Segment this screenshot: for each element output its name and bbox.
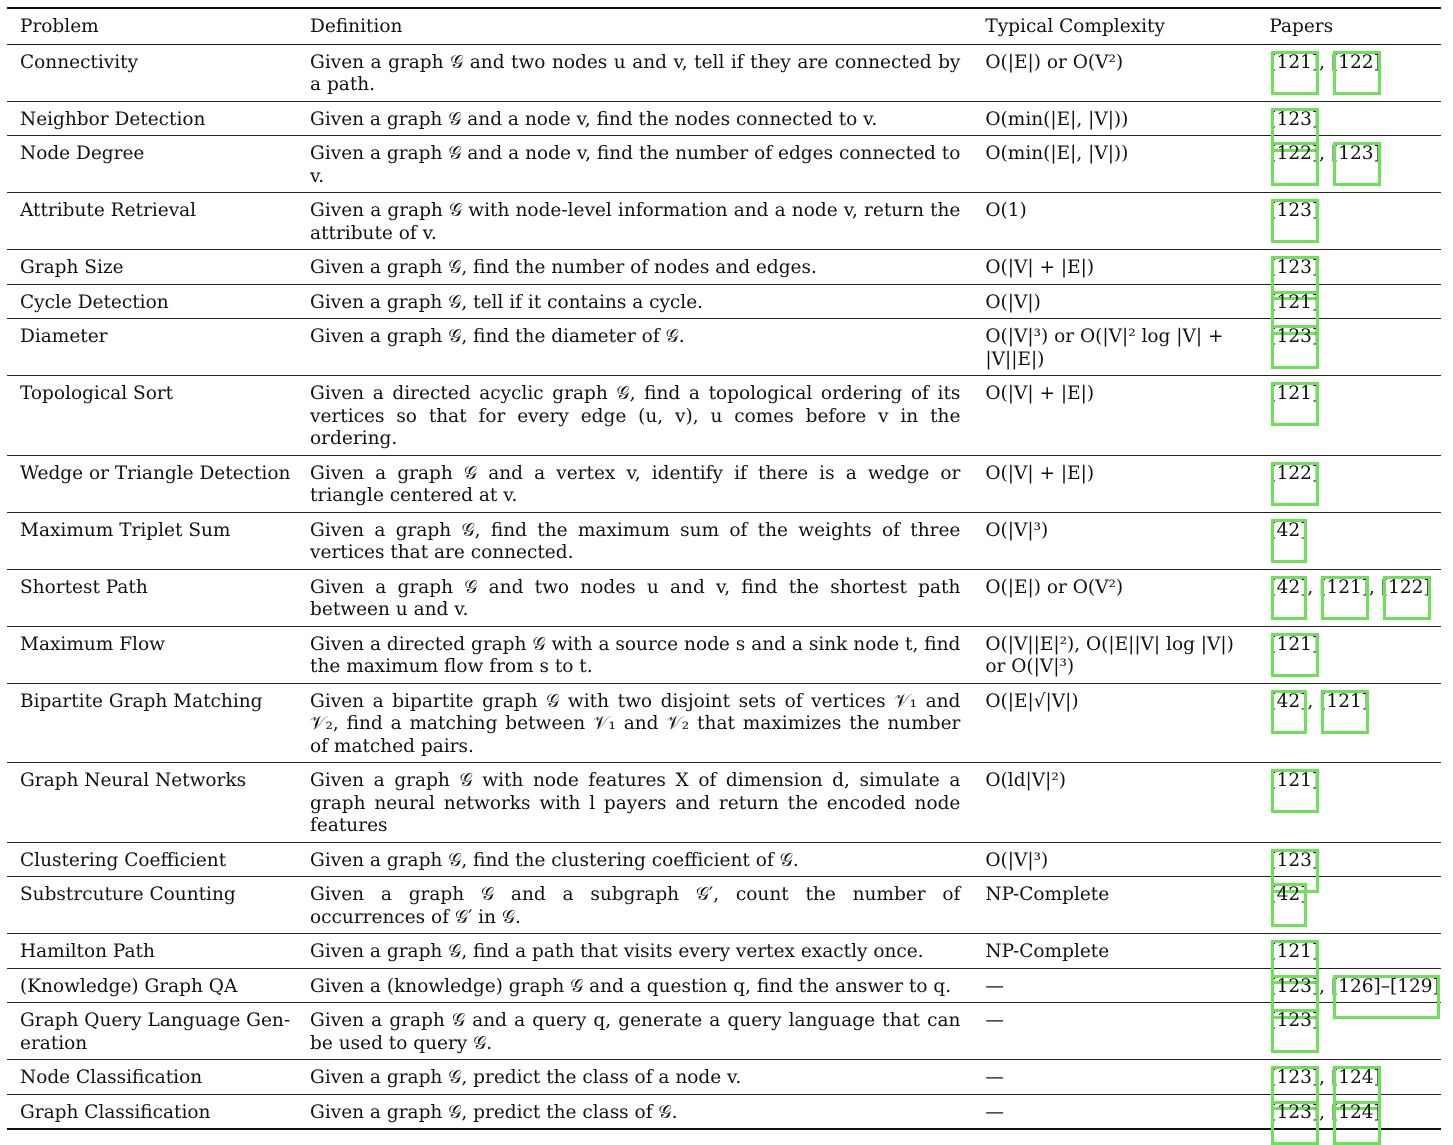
complexity-cell-text: NP-Complete [985,884,1110,905]
citation-highlight-box [1321,576,1369,620]
papers-cell [1269,193,1441,250]
complexity-cell [985,1060,1269,1095]
citation-link[interactable] [1269,1010,1319,1033]
citation-link[interactable] [1319,577,1369,600]
complexity-cell-text: — [985,1101,1004,1123]
complexity-cell [985,376,1269,456]
papers-cell [1269,512,1441,569]
table-row [7,455,1441,512]
definition-cell-text: Given a graph 𝒢, predict the class of 𝒢. [310,1101,678,1123]
problem-cell-text: (Knowledge) Graph QA [20,975,238,997]
citation-highlight-box [1271,462,1319,506]
citation-highlight-box [1271,633,1319,677]
complexity-cell-text: O(|V|) [985,291,1041,313]
problem-cell [7,934,310,969]
citation-label: [121] [1269,633,1320,655]
papers-cell [1269,934,1441,969]
definition-cell [310,763,985,843]
definition-cell [310,376,985,456]
citation-label: [123] [1269,108,1320,130]
definition-cell [310,1094,985,1129]
definition-cell-text: Given a graph 𝒢 and a vertex v, identify if there is a wedge or triangle centered at v. [310,462,961,506]
citation-label: [123] [1331,143,1381,164]
problem-cell-text: Node Classification [20,1067,203,1088]
citation-highlight-box [1271,382,1319,426]
citation-label: [121] [1319,690,1369,712]
citation-separator: , [1369,576,1375,598]
citation-link[interactable] [1269,292,1319,315]
citation-link[interactable] [1269,257,1319,280]
citation-highlight-box [1271,576,1307,620]
complexity-cell-text: — [985,975,1004,997]
problem-cell [7,193,310,250]
papers-cell [1269,683,1441,763]
problem-cell-text: Connectivity [20,51,139,73]
problem-cell-text: Hamilton Path [20,941,155,962]
citation-label: [42] [1269,690,1308,712]
citation-highlight-box [1271,325,1319,369]
papers-cell [1269,569,1441,626]
definition-cell [310,136,985,193]
problem-cell [7,101,310,136]
complexity-cell [985,934,1269,969]
papers-cell [1269,101,1441,136]
definition-cell [310,284,985,319]
complexity-cell-text: O(|E|) or O(V²) [985,576,1124,598]
citation-label: [123] [1269,975,1320,997]
definition-cell [310,319,985,376]
citation-highlight-box [1271,690,1307,734]
problem-cell-text: Topological Sort [20,383,174,404]
problem-cell-text: Substrcuture Counting [20,884,236,905]
citation-label: [123] [1269,1010,1320,1031]
citation-separator: , [1319,1101,1326,1123]
table-row [7,193,1441,250]
citation-highlight-box [1271,769,1319,813]
citation-link[interactable] [1269,976,1319,999]
problem-cell [7,877,310,934]
definition-cell-text: Given a bipartite graph 𝒢 with two disjoint sets of vertices 𝒱₁ and 𝒱₂, find a matching between 𝒱₁ and 𝒱₂ that maximizes the number of matched pairs. [310,690,961,757]
problem-cell [7,1094,310,1129]
citation-label: [121] [1269,770,1320,791]
citation-link[interactable] [1331,1067,1381,1090]
problem-cell [7,319,310,376]
problem-cell [7,1060,310,1095]
definition-cell [310,101,985,136]
problem-cell-text: Wedge or Triangle Detection [20,462,291,484]
complexity-cell [985,1094,1269,1129]
complexity-cell-text: O(|E|) or O(V²) [985,51,1124,73]
citation-label: [121] [1269,941,1320,962]
citation-label: [124] [1331,1101,1381,1123]
complexity-cell [985,626,1269,683]
problem-cell-text: Attribute Retrieval [20,200,197,221]
problem-cell-text: Diameter [20,326,108,347]
papers-cell [1269,319,1441,376]
citation-label: [42] [1269,884,1308,905]
table-row [7,1094,1441,1129]
citation-label: [123] [1269,1101,1320,1123]
citation-separator: , [1319,51,1326,73]
definition-cell-text: Given a graph 𝒢 and two nodes u and v, find the shortest path between u and v. [310,576,961,620]
citation-link[interactable] [1269,1102,1319,1125]
definition-cell-text: Given a graph 𝒢, tell if it contains a cycle. [310,291,704,313]
complexity-cell-text: O(|V| + |E|) [985,383,1095,404]
citation-label: [42] [1269,519,1308,541]
citation-link[interactable] [1331,143,1381,166]
citation-label: [121] [1319,576,1369,598]
problem-cell-text: Maximum Flow [20,633,165,655]
problem-cell [7,250,310,285]
citation-separator: , [1307,690,1314,712]
definition-cell-text: Given a graph 𝒢 with node-level information and a node v, return the attribute of v. [310,200,961,244]
definition-cell-text: Given a graph 𝒢 and a subgraph 𝒢′, count the number of occurrences of 𝒢′ in 𝒢. [310,884,961,928]
definition-cell [310,193,985,250]
citation-highlight-box [1321,690,1369,734]
problem-cell-text: Graph Query Language Gen-eration [20,1010,291,1054]
citation-link[interactable] [1331,52,1381,75]
citation-link[interactable] [1269,1067,1319,1090]
problem-cell [7,683,310,763]
citation-link[interactable] [1269,770,1319,793]
citation-highlight-box [1271,51,1319,95]
problem-cell [7,1003,310,1060]
citation-link[interactable] [1269,383,1319,406]
problem-cell [7,376,310,456]
problem-cell [7,569,310,626]
complexity-cell [985,44,1269,101]
table-row [7,1003,1441,1060]
citation-highlight-box [1271,883,1307,927]
citation-link[interactable] [1269,143,1319,166]
definition-cell-text: Given a (knowledge) graph 𝒢 and a question q, find the answer to q. [310,975,952,997]
complexity-cell-text: O(|V||E|²), O(|E||V| log |V|) or O(|V|³) [985,633,1234,677]
problem-cell-text: Graph Size [20,257,124,278]
definition-cell-text: Given a graph 𝒢 and a node v, find the nodes connected to v. [310,108,878,130]
problem-cell [7,512,310,569]
complexity-cell [985,877,1269,934]
definition-cell-text: Given a graph 𝒢 with node features X of dimension d, simulate a graph neural networks with l payers and return the encoded node features [310,770,961,836]
problem-cell [7,968,310,1003]
citation-link[interactable] [1269,200,1319,223]
complexity-cell-text: O(|V|³) [985,519,1049,541]
complexity-cell [985,842,1269,877]
table-row [7,842,1441,877]
citation-label: [123] [1269,1067,1320,1088]
complexity-cell [985,1003,1269,1060]
citation-highlight-box [1333,51,1381,95]
citation-label: [121] [1269,383,1320,404]
citation-link[interactable] [1269,463,1319,486]
definition-cell [310,569,985,626]
citation-highlight-box [1271,1009,1319,1053]
complexity-cell [985,455,1269,512]
citation-highlight-box [1333,142,1381,186]
papers-cell [1269,136,1441,193]
citation-link[interactable] [1269,691,1307,714]
citation-link[interactable] [1319,691,1369,714]
complexity-cell [985,968,1269,1003]
citation-highlight-box [1271,519,1307,563]
table-row [7,968,1441,1003]
citation-highlight-box [1333,1101,1381,1145]
problem-cell-text: Graph Neural Networks [20,770,247,791]
citation-highlight-box [1380,576,1431,620]
citation-label: [121] [1269,291,1320,313]
complexity-cell-text: — [985,1010,1004,1031]
definition-cell-text: Given a graph 𝒢 and a query q, generate a query language that can be used to query 𝒢. [310,1010,961,1054]
complexity-cell-text: O(min(|E|, |V|)) [985,143,1129,164]
complexity-cell [985,763,1269,843]
papers-cell [1269,376,1441,456]
definition-cell [310,250,985,285]
table-row [7,284,1441,319]
table-body [7,44,1441,1129]
complexity-cell [985,250,1269,285]
table-row [7,250,1441,285]
citation-highlight-box [1271,142,1319,186]
citation-label: [123] [1269,257,1320,278]
complexity-cell-text: O(|V|³) or O(|V|² log |V| + |V||E|) [985,326,1224,370]
citation-label: [122] [1331,51,1381,73]
table-row [7,44,1441,101]
papers-cell [1269,44,1441,101]
problem-cell-text: Maximum Triplet Sum [20,519,231,541]
papers-cell [1269,842,1441,877]
citation-label: [122] [1380,576,1431,598]
citation-label: [126]–[129] [1331,975,1440,997]
problem-cell [7,284,310,319]
papers-cell [1269,877,1441,934]
definition-cell [310,44,985,101]
table-row [7,569,1441,626]
definition-cell-text: Given a graph 𝒢, find the diameter of 𝒢. [310,326,685,347]
complexity-cell [985,512,1269,569]
table-row [7,683,1441,763]
complexity-cell [985,193,1269,250]
problem-cell-text: Shortest Path [20,576,148,598]
citation-label: [121] [1269,51,1320,73]
citation-link[interactable] [1269,520,1307,543]
complexity-cell-text: O(|V| + |E|) [985,462,1095,484]
definition-cell-text: Given a graph 𝒢, find the number of nodes and edges. [310,257,817,278]
complexity-cell-text: O(min(|E|, |V|)) [985,108,1129,130]
definition-cell-text: Given a graph 𝒢, find the maximum sum of the weights of three vertices that are connected. [310,519,961,563]
citation-link[interactable] [1269,634,1319,657]
complexity-cell-text: O(1) [985,200,1027,221]
definition-cell-text: Given a graph 𝒢 and a node v, find the number of edges connected to v. [310,143,961,187]
papers-cell [1269,455,1441,512]
table-row [7,136,1441,193]
problem-cell [7,455,310,512]
citation-highlight-box [1333,975,1440,1019]
problem-cell [7,44,310,101]
problem-cell [7,626,310,683]
complexity-cell [985,683,1269,763]
citation-label: [124] [1331,1067,1381,1088]
complexity-cell [985,284,1269,319]
definition-cell [310,968,985,1003]
citation-link[interactable] [1269,109,1319,132]
table-row [7,626,1441,683]
citation-link[interactable] [1381,577,1431,600]
citation-highlight-box [1271,1101,1319,1145]
header-definition: Definition [310,16,403,37]
definition-cell [310,934,985,969]
problem-cell-text: Cycle Detection [20,291,169,313]
complexity-cell-text: O(|V|³) [985,849,1049,871]
citation-label: [123] [1269,849,1320,871]
problem-cell-text: Graph Classification [20,1101,211,1123]
table-row [7,934,1441,969]
definition-cell [310,842,985,877]
citation-link[interactable] [1269,577,1307,600]
definition-cell [310,683,985,763]
citation-link[interactable] [1269,884,1307,907]
definition-cell [310,1060,985,1095]
header-problem: Problem [20,16,99,37]
complexity-cell-text: O(|V| + |E|) [985,257,1095,278]
citation-label: [123] [1269,326,1320,347]
table-row [7,319,1441,376]
table-row [7,763,1441,843]
complexity-cell-text: NP-Complete [985,941,1110,962]
problem-cell [7,842,310,877]
problem-cell-text: Bipartite Graph Matching [20,690,263,712]
problem-cell [7,763,310,843]
table-row [7,1060,1441,1095]
complexity-cell [985,569,1269,626]
citation-separator: , [1319,1067,1326,1088]
citation-link[interactable] [1269,941,1319,964]
citation-link[interactable] [1269,52,1319,75]
complexity-cell [985,136,1269,193]
complexity-cell-text: O(|E|√|V|) [985,690,1079,712]
citation-link[interactable] [1331,976,1440,999]
definition-cell [310,512,985,569]
citation-link[interactable] [1269,326,1319,349]
citation-link[interactable] [1269,850,1319,873]
citation-separator: , [1319,975,1326,997]
definition-cell-text: Given a directed acyclic graph 𝒢, find a topological ordering of its vertices so that for every edge (u, v), u comes before v in the ordering. [310,383,961,449]
complexity-cell [985,101,1269,136]
definition-cell [310,455,985,512]
header-papers: Papers [1269,16,1334,37]
papers-cell [1269,763,1441,843]
table-row [7,512,1441,569]
complexity-cell [985,319,1269,376]
header-complexity: Typical Complexity [985,16,1165,37]
header-row [7,8,1441,44]
graph-problems-table [7,7,1441,1130]
table-row [7,877,1441,934]
citation-label: [122] [1269,143,1320,164]
definition-cell [310,626,985,683]
definition-cell-text: Given a graph 𝒢, find a path that visits every vertex exactly once. [310,941,924,962]
definition-cell-text: Given a graph 𝒢, predict the class of a node v. [310,1067,742,1088]
table-row [7,101,1441,136]
definition-cell-text: Given a directed graph 𝒢 with a source node s and a sink node t, find the maximum flow from s to t. [310,633,961,677]
citation-highlight-box [1271,199,1319,243]
citation-separator: , [1307,576,1314,598]
citation-label: [122] [1269,462,1320,484]
definition-cell [310,1003,985,1060]
citation-separator: , [1319,143,1326,164]
definition-cell-text: Given a graph 𝒢 and two nodes u and v, tell if they are connected by a path. [310,51,961,95]
problem-cell-text: Clustering Coefficient [20,849,227,871]
problem-cell-text: Neighbor Detection [20,108,206,130]
table-row [7,376,1441,456]
complexity-cell-text: O(ld|V|²) [985,770,1066,791]
papers-cell [1269,1060,1441,1095]
definition-cell-text: Given a graph 𝒢, find the clustering coefficient of 𝒢. [310,849,799,871]
complexity-cell-text: — [985,1067,1004,1088]
problem-cell-text: Node Degree [20,143,145,164]
papers-cell [1269,626,1441,683]
papers-cell [1269,250,1441,285]
definition-cell [310,877,985,934]
citation-link[interactable] [1331,1102,1381,1125]
citation-label: [123] [1269,200,1320,221]
citation-label: [42] [1269,576,1308,598]
problem-cell [7,136,310,193]
